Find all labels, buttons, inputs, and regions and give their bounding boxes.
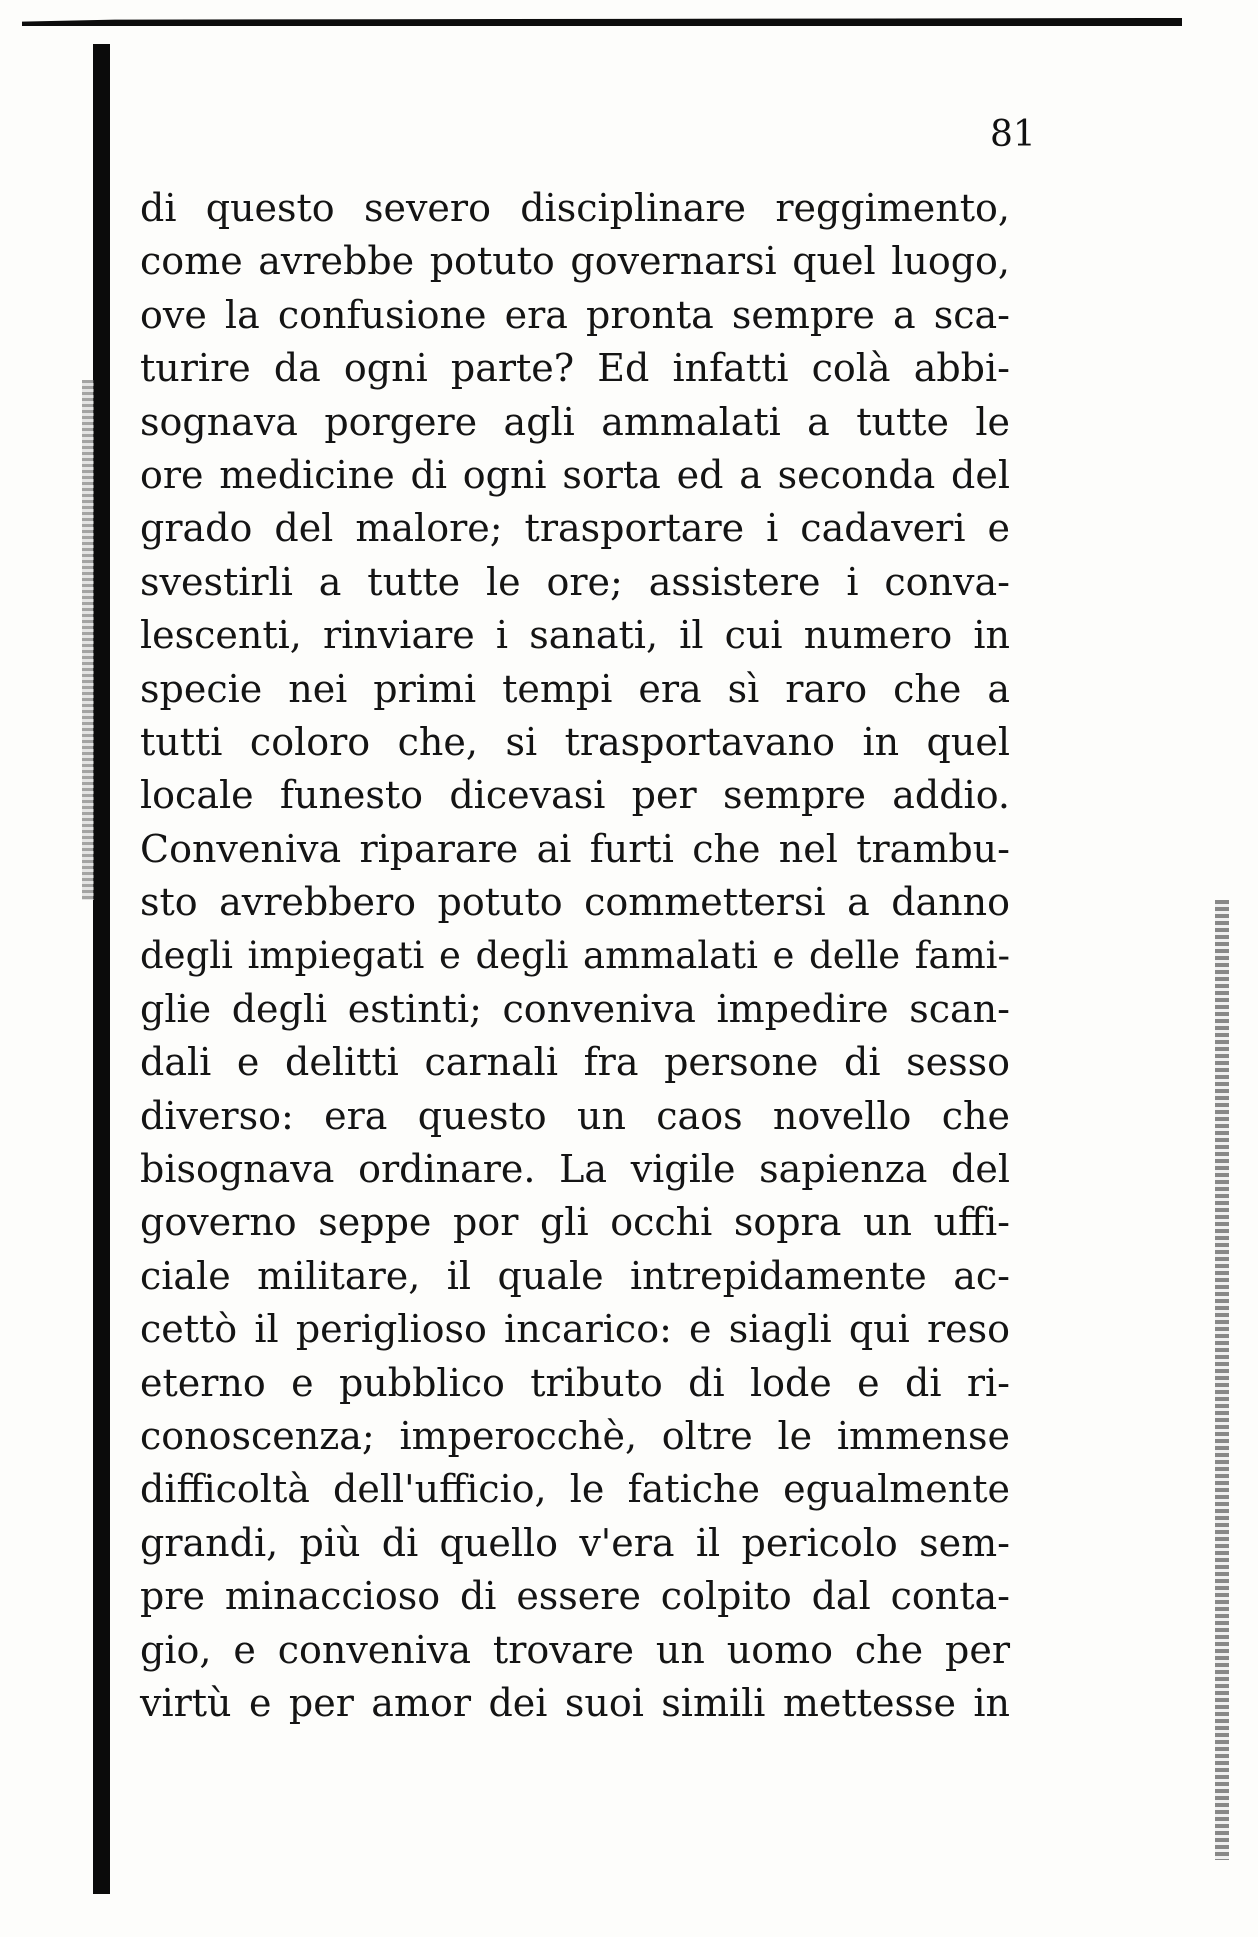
page-number: 81 <box>990 114 1036 155</box>
text-line: svestirli a tutte le ore; assistere i conva- <box>140 559 1010 604</box>
text-line: virtù e per amor dei suoi simili mettesse in <box>140 1680 1010 1725</box>
text-line: difficoltà dell'ufficio, le fatiche egualmente <box>140 1467 1010 1512</box>
text-line: degli impiegati e degli ammalati e delle fami- <box>140 934 1010 978</box>
text-line: bisognava ordinare. La vigile sapienza del <box>140 1147 1010 1192</box>
scan-right-edge <box>1215 900 1229 1860</box>
text-line: turire da ogni parte? Ed infatti colà abbi- <box>140 346 1010 391</box>
text-line: cettò il periglioso incarico: e siagli qui reso <box>140 1307 1010 1352</box>
text-line: conoscenza; imperocchè, oltre le immense <box>140 1413 1010 1458</box>
text-line: grandi, più di quello v'era il pericolo sem- <box>140 1520 1010 1565</box>
text-line: ove la confusione era pronta sempre a sca- <box>140 292 1010 337</box>
text-line: specie nei primi tempi era sì raro che a <box>140 666 1010 711</box>
scan-top-edge <box>22 18 1182 26</box>
text-line: come avrebbe potuto governarsi quel luogo, <box>140 239 1010 284</box>
text-line: di questo severo disciplinare reggimento, <box>140 186 1010 230</box>
text-line: sto avrebbero potuto commettersi a danno <box>140 880 1010 925</box>
text-line: dali e delitti carnali fra persone di sesso <box>140 1040 1010 1085</box>
text-line: Conveniva riparare ai furti che nel trambu- <box>140 826 1010 871</box>
text-line: grado del malore; trasportare i cadaveri e <box>140 506 1010 551</box>
text-line: locale funesto dicevasi per sempre addio. <box>140 773 1010 818</box>
text-line: eterno e pubblico tributo di lode e di ri- <box>140 1360 1010 1405</box>
text-line: glie degli estinti; conveniva impedire scan- <box>140 986 1010 1031</box>
text-line: ciale militare, il quale intrepidamente ac- <box>140 1253 1010 1298</box>
body-text <box>140 182 1010 1730</box>
text-line: diverso: era questo un caos novello che <box>140 1093 1010 1138</box>
text-line: gio, e conveniva trovare un uomo che per <box>140 1627 1010 1672</box>
text-line: ore medicine di ogni sorta ed a seconda del <box>140 452 1010 497</box>
scan-left-shadow <box>82 380 94 900</box>
text-line: lescenti, rinviare i sanati, il cui numero in <box>140 613 1010 658</box>
text-line: pre minaccioso di essere colpito dal conta- <box>140 1574 1010 1619</box>
scan-binding-edge <box>93 44 110 1894</box>
text-line: sognava porgere agli ammalati a tutte le <box>140 399 1010 444</box>
text-line: governo seppe por gli occhi sopra un uffi- <box>140 1200 1010 1245</box>
text-line: tutti coloro che, si trasportavano in quel <box>140 719 1010 764</box>
